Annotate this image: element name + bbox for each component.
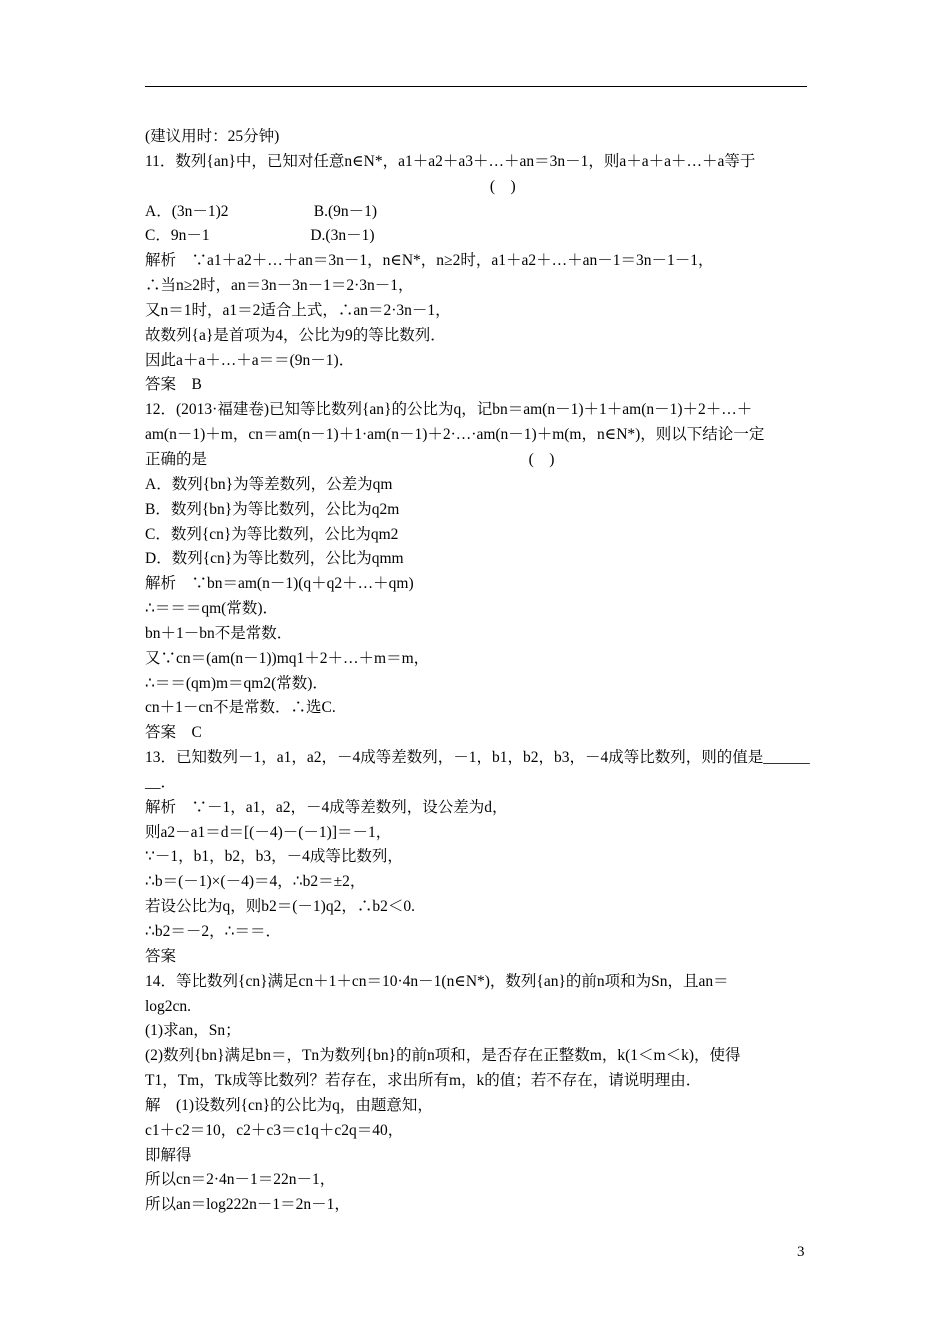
q12-solution-line: ∴＝＝(qm)m＝qm2(常数)． xyxy=(145,674,328,692)
q11-answer-blank: ( ) xyxy=(145,177,516,195)
q12-stem: am(n－1)＋m，cn＝am(n－1)＋1·am(n－1)＋2·…·am(n－1)＋m(m，n∈N*)，则以下结论一定 xyxy=(145,426,765,444)
q14-part1: (1)求an，Sn； xyxy=(145,1022,241,1040)
q12-option-c: C．数列{cn}为等比数列，公比为qm2 xyxy=(145,525,399,543)
q14-stem: 14．等比数列{cn}满足cn＋1＋cn＝10·4n－1(n∈N*)，数列{an}的前n项和为Sn，且an＝ xyxy=(145,972,729,990)
q12-solution-line: 又∵cn＝(am(n－1))mq1＋2＋…＋m＝m， xyxy=(145,649,430,667)
q11-stem: 11．数列{an}中，已知对任意n∈N*，a1＋a2＋a3＋…＋an＝3n－1，则a＋a＋a＋…＋a等于 xyxy=(145,152,756,170)
q12-option-b: B．数列{bn}为等比数列，公比为q2m xyxy=(145,500,400,518)
q14-solution-line: 所以an＝log222n－1＝2n－1， xyxy=(145,1196,350,1214)
q13-stem: __． xyxy=(145,773,177,791)
q11-solution-line: 解析 ∵a1＋a2＋…＋an＝3n－1，n∈N*，n≥2时，a1＋a2＋…＋an－1＝3n－1－1， xyxy=(145,252,714,270)
q13-stem: 13．已知数列－1，a1，a2，－4成等差数列，－1，b1，b2，b3，－4成等比数列，则的值是______ xyxy=(145,749,810,767)
q13-solution-line: ∴b2＝－2，∴＝＝． xyxy=(145,923,281,940)
q11-options-cd: C．9n－1 D.(3n－1) xyxy=(145,227,375,245)
q12-option-a: A．数列{bn}为等差数列，公差为qm xyxy=(145,475,393,493)
q12-solution-line: ∴＝＝＝qm(常数)． xyxy=(145,600,278,618)
header-rule xyxy=(145,86,807,87)
q13-answer: 答案 xyxy=(145,947,177,965)
q11-solution-line: 故数列{a}是首项为4，公比为9的等比数列． xyxy=(145,326,446,344)
q14-solution-line: 即解得 xyxy=(145,1146,192,1164)
q14-part2: (2)数列{bn}满足bn＝，Tn为数列{bn}的前n项和，是否存在正整数m，k(1＜m＜k)，使得 xyxy=(145,1047,741,1065)
q13-solution-line: 则a2－a1＝d＝[(－4)－(－1)]＝－1， xyxy=(145,823,392,841)
q14-solution-line: c1＋c2＝10，c2＋c3＝c1q＋c2q＝40， xyxy=(145,1121,404,1139)
q13-solution-line: 解析 ∵－1，a1，a2，－4成等差数列，设公差为d， xyxy=(145,798,508,816)
q14-solution-line: 解 (1)设数列{cn}的公比为q，由题意知， xyxy=(145,1096,433,1114)
q13-solution-line: ∵－1，b1，b2，b3，－4成等比数列， xyxy=(145,848,403,866)
q13-solution-line: 若设公比为q，则b2＝(－1)q2，∴b2＜0. xyxy=(145,898,415,916)
q11-answer: 答案 B xyxy=(145,376,202,394)
q14-solution-line: 所以cn＝2·4n－1＝22n－1， xyxy=(145,1171,336,1189)
time-suggestion: (建议用时：25分钟) xyxy=(145,128,280,145)
q12-option-d: D．数列{cn}为等比数列，公比为qmm xyxy=(145,550,404,568)
q11-solution-line: 因此a＋a＋…＋a＝＝(9n－1)． xyxy=(145,351,355,369)
q11-solution-line: ∴当n≥2时，an＝3n－3n－1＝2·3n－1， xyxy=(145,277,414,295)
q12-solution-line: cn＋1－cn不是常数．∴选C. xyxy=(145,699,336,717)
q12-answer-blank: 正确的是 ( ) xyxy=(145,450,555,468)
q12-solution-line: bn＋1－bn不是常数． xyxy=(145,624,293,642)
q12-answer: 答案 C xyxy=(145,724,202,742)
q12-solution-line: 解析 ∵bn＝am(n－1)(q＋q2＋…＋qm) xyxy=(145,575,414,593)
q13-solution-line: ∴b＝(－1)×(－4)＝4，∴b2＝±2， xyxy=(145,873,366,891)
document-body xyxy=(145,125,810,1218)
q14-part2: T1，Tm，Tk成等比数列？若存在，求出所有m，k的值；若不存在，请说明理由． xyxy=(145,1072,702,1090)
q12-stem: 12．(2013·福建卷)已知等比数列{an}的公比为q，记bn＝am(n－1)＋1＋am(n－1)＋2＋…＋ xyxy=(145,401,753,419)
q14-stem: log2cn. xyxy=(145,997,192,1015)
page-number: 3 xyxy=(797,1244,805,1260)
q11-options-ab: A．(3n－1)2 B.(9n－1) xyxy=(145,202,378,220)
q11-solution-line: 又n＝1时，a1＝2适合上式，∴an＝2·3n－1， xyxy=(145,301,451,319)
